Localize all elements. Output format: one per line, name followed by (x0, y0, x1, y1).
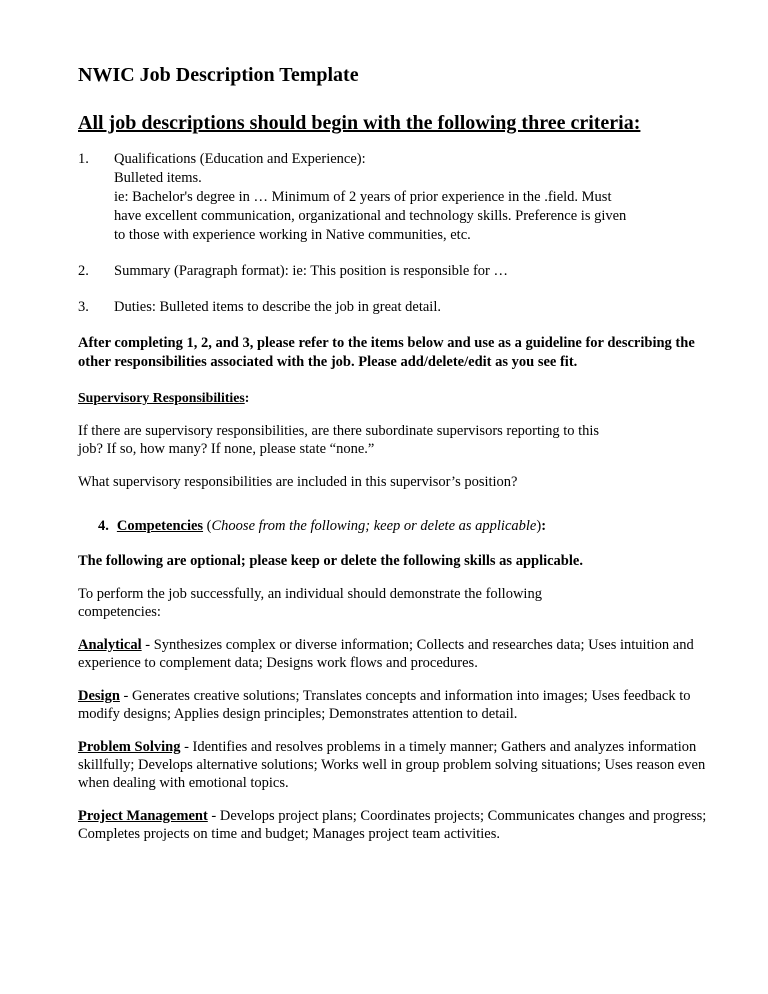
criteria-item-summary (78, 262, 718, 281)
competency-problem-solving (78, 738, 718, 792)
criteria-line: ie: Bachelor's degree in … Minimum of 2 years of prior experience in the .field. Must (114, 189, 612, 205)
criteria-line: Bulleted items. (114, 170, 202, 186)
criteria-number: 2. (78, 263, 89, 279)
supervisory-question-line: If there are supervisory responsibilities, are there subordinate supervisors reporting to this (78, 423, 600, 439)
competency-description: - Synthesizes complex or diverse information; Collects and researches data; Uses intuition and experience to complement data; Designs work flows and procedures. (78, 637, 694, 671)
supervisory-question-1 (78, 422, 718, 458)
competencies-intro-line: competencies: (78, 604, 161, 620)
criteria-item-qualifications (78, 150, 718, 245)
criteria-line: Summary (Paragraph format): ie: This position is responsible for … (114, 263, 508, 279)
criteria-list (78, 150, 718, 317)
competencies-number: 4. (98, 518, 109, 534)
supervisory-heading-colon: : (244, 390, 250, 405)
competency-name: Analytical (78, 637, 142, 653)
criteria-line: to those with experience working in Native communities, etc. (114, 227, 471, 243)
supervisory-question-line: job? If so, how many? If none, please state “none.” (78, 441, 375, 457)
competency-name: Design (78, 688, 120, 704)
criteria-line: have excellent communication, organizational and technology skills. Preference is given (114, 208, 627, 224)
optional-note: The following are optional; please keep or delete the following skills as applicable. (78, 553, 583, 569)
competencies-heading (98, 517, 718, 535)
criteria-item-duties (78, 298, 718, 317)
supervisory-question-2: What supervisory responsibilities are included in this supervisor’s position? (78, 474, 518, 490)
competencies-colon: : (541, 518, 547, 534)
competency-description: - Generates creative solutions; Translates concepts and information into images; Uses feedback to modify designs; Applies design principles; Demonstrates attention to detail. (78, 688, 691, 722)
supervisory-heading-text: Supervisory Responsibilities (78, 390, 245, 405)
competency-design (78, 687, 718, 723)
competencies-note: Choose from the following; keep or delete as applicable (211, 518, 537, 534)
supervisory-heading (78, 389, 718, 407)
competency-analytical (78, 636, 718, 672)
competencies-paren-open: ( (203, 518, 212, 534)
guideline-note: After completing 1, 2, and 3, please refer to the items below and use as a guideline for describing the other responsibilities associated with the job. Please add/delete/edit as you see fit. (78, 335, 695, 370)
criteria-number: 1. (78, 151, 89, 167)
competencies-intro (78, 585, 718, 621)
competency-name: Problem Solving (78, 739, 181, 755)
document-title: NWIC Job Description Template (78, 64, 359, 86)
competencies-paren-close: ) (536, 518, 542, 534)
competencies-intro-line: To perform the job successfully, an individual should demonstrate the following (78, 586, 542, 602)
criteria-line: Qualifications (Education and Experience): (114, 151, 366, 167)
criteria-line: Duties: Bulleted items to describe the job in great detail. (114, 299, 441, 315)
competency-project-management (78, 807, 718, 843)
competencies-heading-text: Competencies (116, 518, 204, 534)
document-page (78, 62, 718, 858)
competency-description: - Identifies and resolves problems in a timely manner; Gathers and analyzes information skillfully; Develops alternative solutions; Works well in group problem solving situations; Uses reason even when dealing with emotional topics. (78, 739, 706, 791)
competency-description: - Develops project plans; Coordinates projects; Communicates changes and progress; Completes projects on time and budget; Manages project team activities. (78, 808, 707, 842)
criteria-number: 3. (78, 299, 89, 315)
document-subtitle: All job descriptions should begin with the following three criteria: (78, 112, 641, 134)
competency-name: Project Management (78, 808, 208, 824)
